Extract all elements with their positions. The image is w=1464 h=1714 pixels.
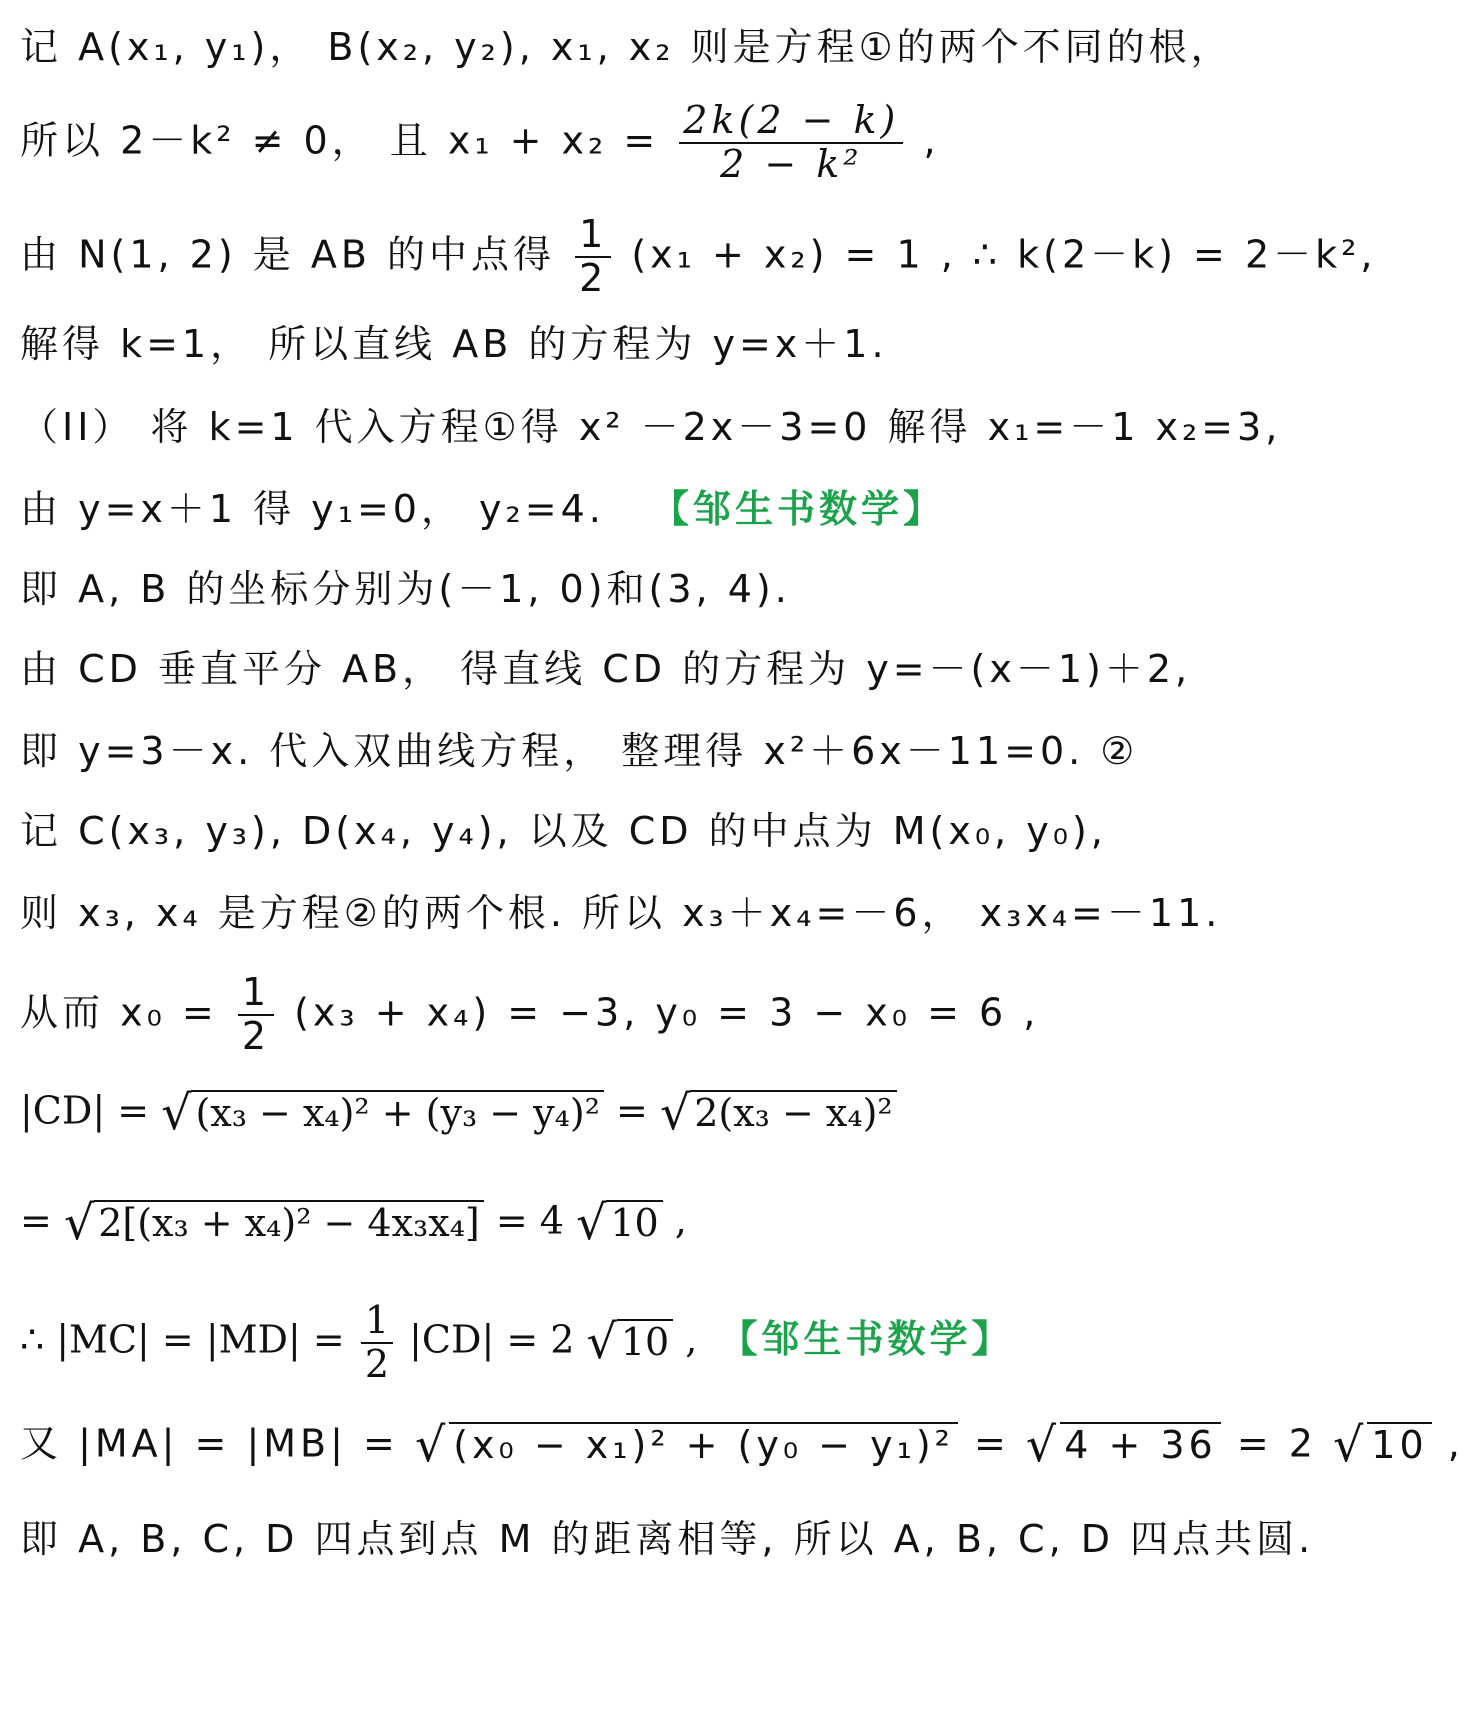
line-15-suffix: ,: [685, 1317, 698, 1362]
line-7: [20, 567, 791, 611]
line-15-mid: |CD| = 2: [409, 1317, 575, 1362]
equals-sign: =: [616, 1088, 660, 1133]
fraction-half: [361, 1300, 393, 1386]
line-6-text: 由 y=x＋1 得 y₁=0， y₂=4.: [20, 487, 605, 531]
line-11-text: 则 x₃, x₄ 是方程②的两个根. 所以 x₃＋x₄=－6， x₃x₄=－11.: [20, 891, 1222, 935]
line-5-text: （II） 将 k=1 代入方程①得 x² －2x－3=0 解得 x₁=－1 x₂=3,: [20, 405, 1282, 449]
line-5: [20, 405, 1282, 449]
brand-tag: 【邹生书数学】: [719, 1317, 1014, 1362]
line-12: [20, 972, 1039, 1058]
sqrt-expression: [576, 1196, 663, 1251]
fraction-numerator: 1: [579, 212, 608, 256]
sqrt-expression: [161, 1086, 604, 1141]
radicand: 2[(x₃ + x₄)² − 4x₃x₄]: [94, 1200, 484, 1248]
line-17-text: 即 A, B, C, D 四点到点 M 的距离相等, 所以 A, B, C, D 四点共圆.: [20, 1517, 1315, 1561]
sqrt-expression: [1025, 1418, 1221, 1473]
fraction-denominator: 2: [364, 1341, 390, 1386]
fraction-numerator: 1: [364, 1298, 390, 1342]
sqrt-expression: [1333, 1418, 1432, 1473]
line-16-prefix: 又 |MA| = |MB| =: [20, 1421, 399, 1466]
fraction-denominator: 2: [579, 255, 608, 300]
line-12-prefix: 从而 x₀ =: [20, 990, 218, 1035]
radicand: 2(x₃ − x₄)²: [690, 1090, 896, 1138]
fraction-numerator: 2k(2 − k): [683, 98, 900, 142]
fraction-denominator: 2 − k²: [720, 141, 863, 186]
line-2: [20, 100, 940, 186]
radical-sign: √: [659, 1086, 691, 1141]
radical-sign: √: [576, 1196, 607, 1251]
radicand: (x₀ − x₁)² + (y₀ − y₁)²: [449, 1422, 958, 1470]
line-16-mid: = 2: [1236, 1421, 1317, 1466]
radical-sign: √: [63, 1196, 95, 1251]
radical-sign: √: [414, 1418, 450, 1473]
line-1: [20, 25, 1233, 69]
line-6: [20, 487, 945, 531]
line-11: [20, 891, 1222, 935]
line-3: [20, 214, 1376, 300]
radical-sign: √: [1333, 1418, 1368, 1473]
line-16-suffix: ,: [1447, 1421, 1464, 1466]
line-14-prefix: =: [20, 1198, 52, 1243]
line-12-suffix: (x₃ + x₄) = −3, y₀ = 3 − x₀ = 6 ,: [294, 990, 1040, 1035]
sqrt-expression: [659, 1086, 897, 1141]
line-10-text: 记 C(x₃, y₃), D(x₄, y₄), 以及 CD 的中点为 M(x₀, y₀),: [20, 809, 1107, 853]
line-9-text: 即 y=3－x. 代入双曲线方程， 整理得 x²＋6x－11=0. ②: [20, 729, 1139, 773]
fraction-numerator: 1: [241, 970, 271, 1014]
line-2-suffix: ,: [923, 118, 940, 163]
radicand: (x₃ − x₄)² + (y₃ − y₄)²: [191, 1090, 604, 1138]
radicand: 10: [617, 1319, 673, 1367]
radical-sign: √: [161, 1086, 192, 1141]
line-16: [20, 1418, 1464, 1473]
line-3-suffix: (x₁ + x₂) = 1 , ∴ k(2－k) = 2－k²,: [631, 232, 1377, 277]
line-8: [20, 647, 1192, 691]
line-9: [20, 729, 1139, 773]
brand-tag: 【邹生书数学】: [650, 487, 945, 531]
line-14: [20, 1196, 687, 1251]
line-14-mid: = 4: [495, 1198, 564, 1243]
line-13-prefix: |CD| =: [20, 1088, 150, 1133]
sqrt-expression: [414, 1418, 958, 1473]
fraction-half: [575, 214, 611, 300]
fraction-half: [238, 972, 274, 1058]
equals-sign: =: [973, 1421, 1026, 1466]
line-13: [20, 1086, 897, 1141]
line-15: [20, 1300, 1013, 1386]
radicand: 4 + 36: [1060, 1422, 1221, 1470]
line-17: [20, 1517, 1315, 1561]
line-15-prefix: ∴ |MC| = |MD| =: [20, 1317, 345, 1362]
radical-sign: √: [1025, 1418, 1061, 1473]
line-8-text: 由 CD 垂直平分 AB， 得直线 CD 的方程为 y=－(x－1)＋2,: [20, 647, 1192, 691]
line-3-prefix: 由 N(1, 2) 是 AB 的中点得: [20, 232, 555, 277]
fraction-denominator: 2: [241, 1013, 271, 1058]
line-2-prefix: 所以 2－k² ≠ 0， 且 x₁ + x₂ =: [20, 118, 660, 163]
fraction-x-sum: [679, 100, 903, 186]
sqrt-expression: [586, 1315, 674, 1371]
line-1-text: 记 A(x₁, y₁)， B(x₂, y₂), x₁, x₂ 则是方程①的两个不同的根，: [20, 25, 1233, 69]
radical-sign: √: [586, 1315, 617, 1371]
line-10: [20, 809, 1107, 853]
sqrt-expression: [63, 1196, 484, 1251]
line-7-text: 即 A, B 的坐标分别为(－1, 0)和(3, 4).: [20, 567, 791, 611]
line-4-text: 解得 k=1， 所以直线 AB 的方程为 y=x＋1.: [20, 322, 888, 366]
radicand: 10: [1367, 1422, 1431, 1470]
radicand: 10: [606, 1200, 662, 1248]
line-14-suffix: ,: [674, 1198, 687, 1243]
line-4: [20, 322, 888, 366]
